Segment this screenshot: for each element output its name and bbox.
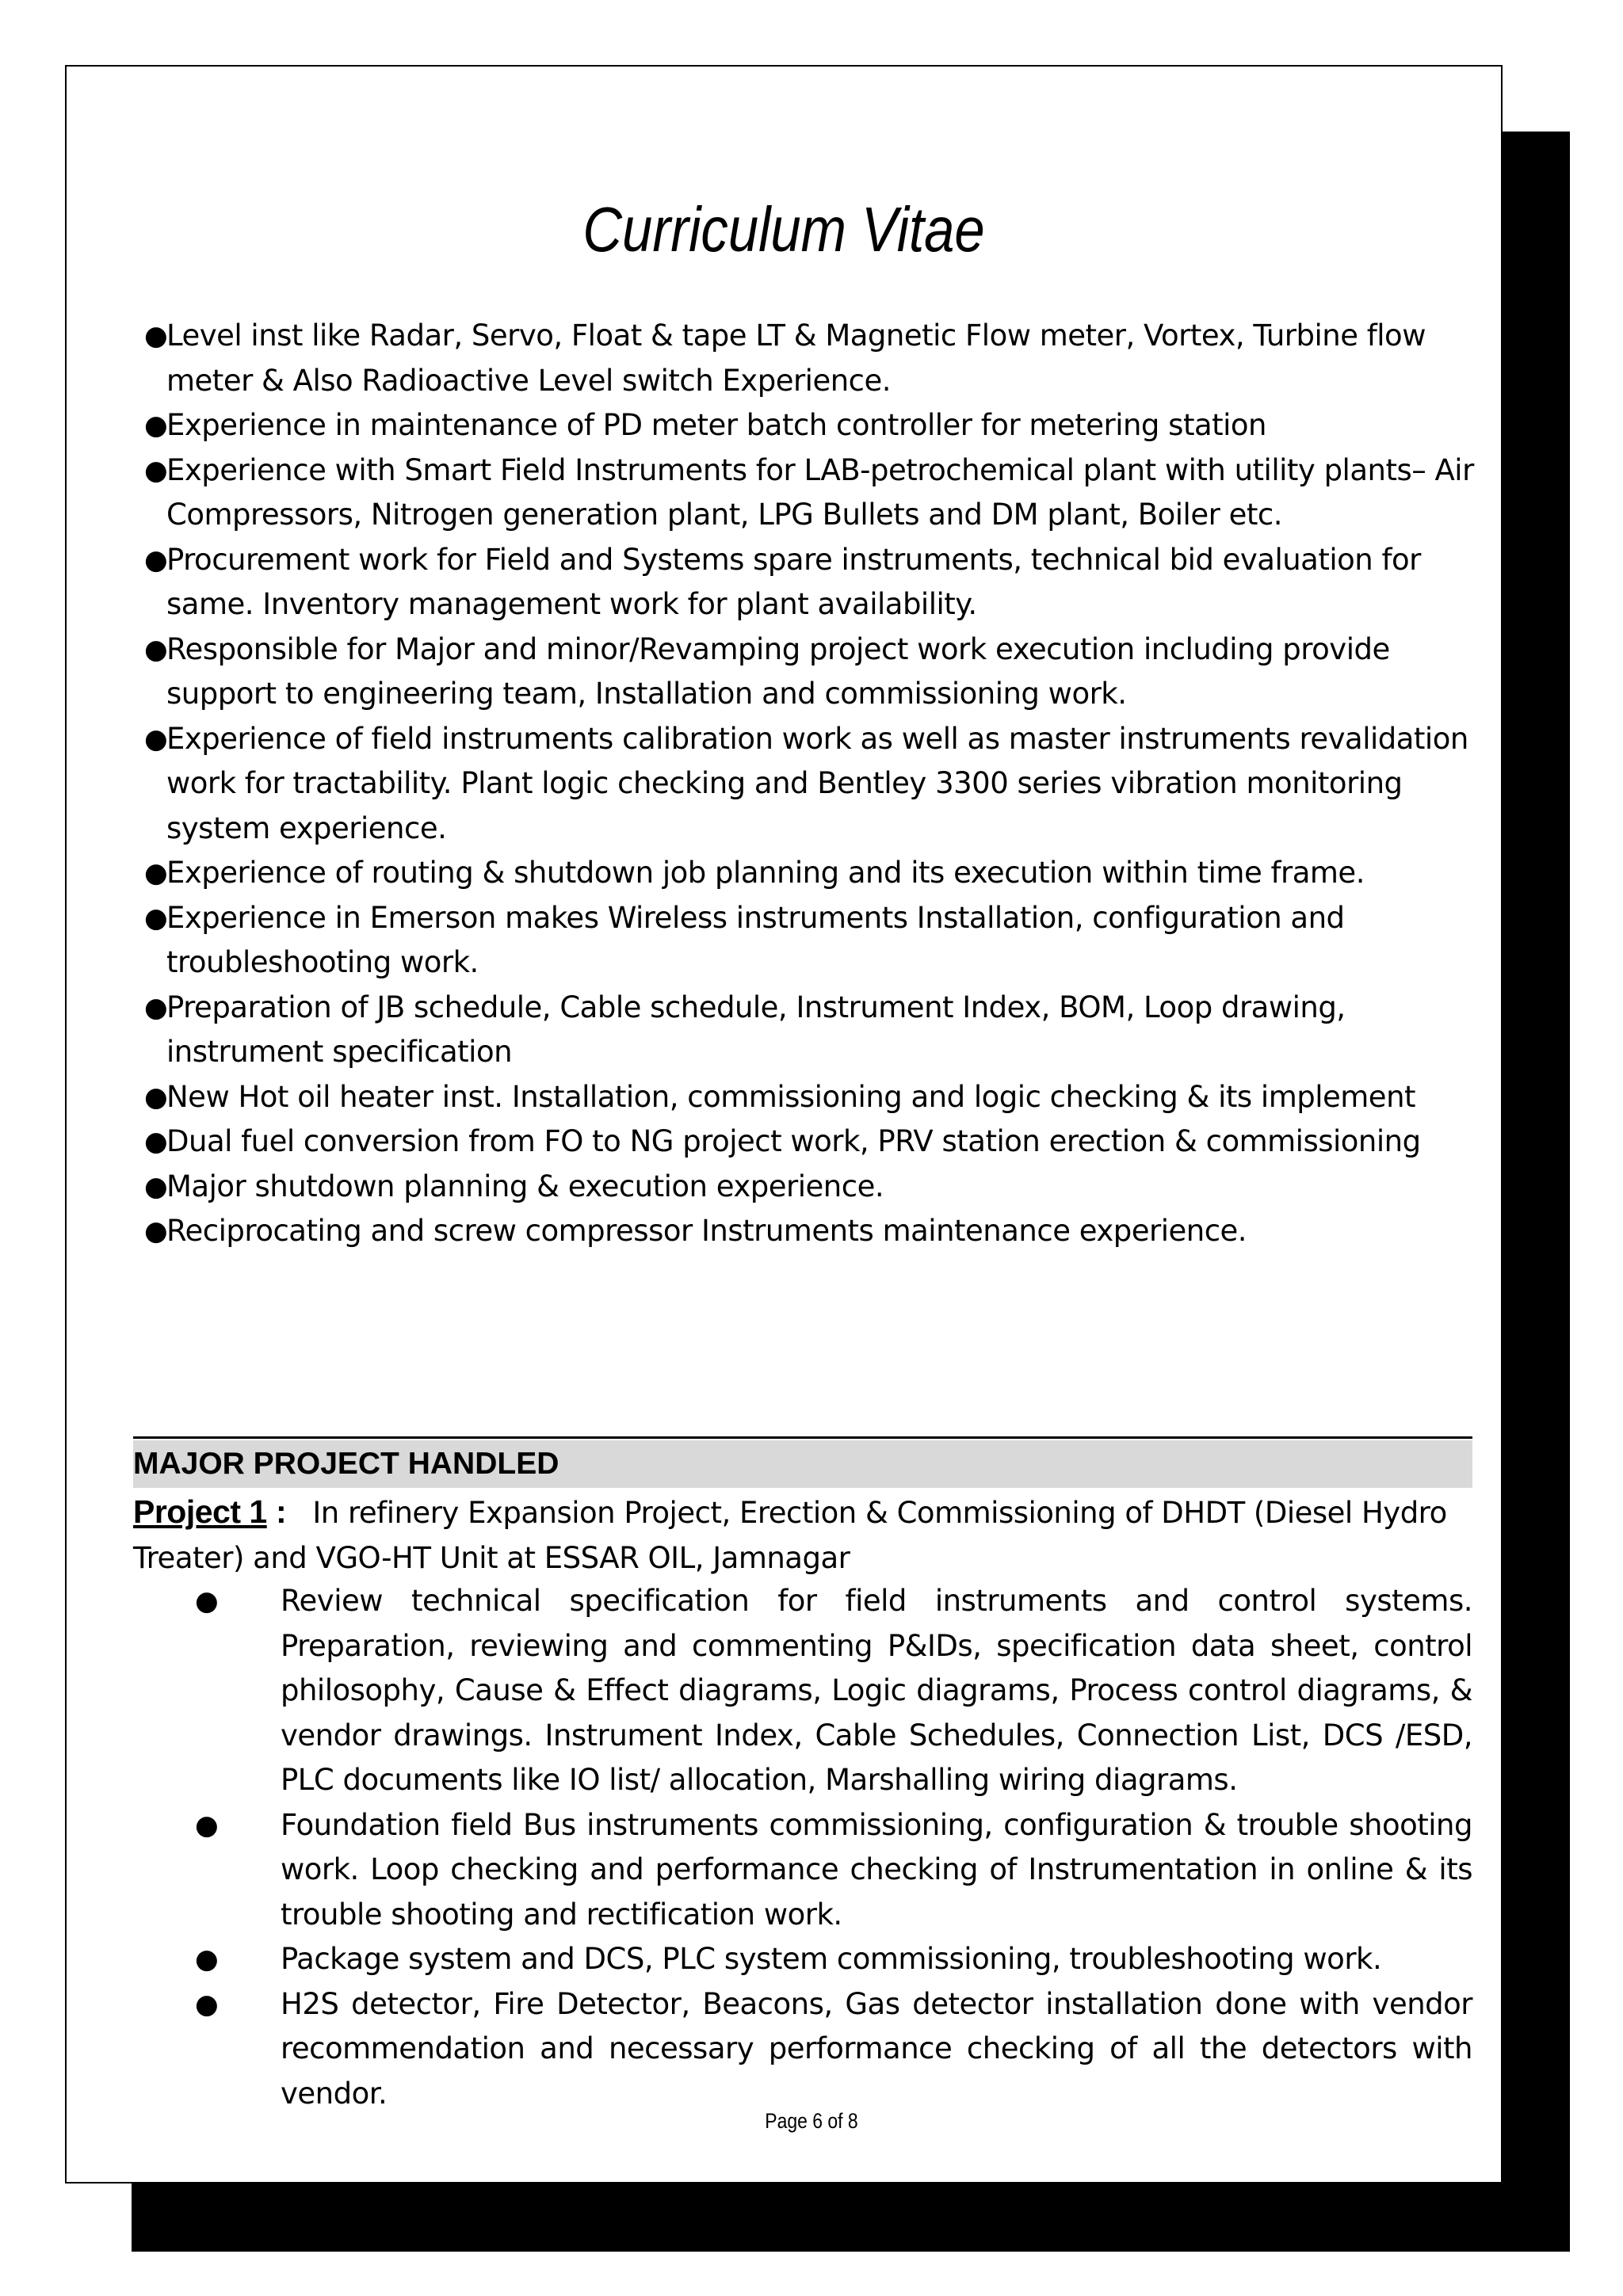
- list-item: ● H2S detector, Fire Detector, Beacons, Gas detector installation done with vendor recommendation and necessary performance checking of all the detectors with vendor.: [281, 1982, 1472, 2117]
- project-intro: [133, 1489, 1472, 1581]
- section-heading: MAJOR PROJECT HANDLED: [133, 1440, 1472, 1488]
- bullet-icon: ●: [195, 1943, 219, 1975]
- list-item: ● Experience of field instruments calibration work as well as master instruments revalidation work for tractability. Plant logic checking and Bentley 3300 series vibration monitoring system experience.: [166, 717, 1480, 852]
- list-item: ● Preparation of JB schedule, Cable schedule, Instrument Index, BOM, Loop drawing, instrument specification: [166, 986, 1480, 1075]
- project-task-list: [195, 1579, 1472, 2116]
- bullet-icon: ●: [144, 1215, 168, 1247]
- bullet-icon: ●: [144, 633, 168, 666]
- project-description: In refinery Expansion Project, Erection & Commissioning of DHDT (Diesel Hydro Treater) and VGO-HT Unit at ESSAR OIL, Jamnagar: [133, 1496, 1447, 1575]
- list-item: ● Procurement work for Field and Systems spare instruments, technical bid evaluation for same. Inventory management work for plant availability.: [166, 538, 1480, 627]
- list-item: ● Major shutdown planning & execution experience.: [166, 1165, 1480, 1210]
- bullet-icon: ●: [144, 902, 168, 934]
- bullet-icon: ●: [144, 857, 168, 889]
- list-item: ● Experience in Emerson makes Wireless instruments Installation, configuration and troubleshooting work.: [166, 896, 1480, 986]
- bullet-icon: ●: [195, 1809, 219, 1841]
- list-item: ● Package system and DCS, PLC system commissioning, troubleshooting work.: [281, 1937, 1472, 1982]
- section-divider: [133, 1436, 1472, 1439]
- bullet-icon: ●: [195, 1585, 219, 1617]
- list-item: ● Reciprocating and screw compressor Instruments maintenance experience.: [166, 1209, 1480, 1254]
- bullet-icon: ●: [195, 1988, 219, 2020]
- bullet-icon: ●: [144, 1170, 168, 1203]
- bullet-icon: ●: [144, 320, 168, 352]
- bullet-icon: ●: [144, 723, 168, 755]
- page-title: Curriculum Vitae: [582, 194, 985, 265]
- list-item: ● Foundation field Bus instruments commissioning, configuration & trouble shooting work. Loop checking and performance checking of Instrumentation in online & its trouble shooting and rectification work.: [281, 1803, 1472, 1938]
- bullet-icon: ●: [144, 454, 168, 486]
- list-item: ● Experience of routing & shutdown job planning and its execution within time frame.: [166, 851, 1480, 896]
- list-item: ● Experience in maintenance of PD meter batch controller for metering station: [166, 403, 1480, 448]
- bullet-icon: ●: [144, 1081, 168, 1113]
- bullet-icon: ●: [144, 410, 168, 441]
- list-item: ● Review technical specification for field instruments and control systems. Preparation, reviewing and commenting P&IDs, specification data sheet, control philosophy, Cause & Effect diagrams, Logic diagrams, Process control diagrams, & vendor drawings. Instrument Index, Cable Schedules, Connection List, DCS /ESD, PLC documents like IO list/ allocation, Marshalling wiring diagrams.: [281, 1579, 1472, 1803]
- project-colon: :: [275, 1493, 287, 1530]
- experience-list: [144, 314, 1480, 1254]
- list-item: ● Experience with Smart Field Instruments for LAB-petrochemical plant with utility plants– Air Compressors, Nitrogen generation plant, LPG Bullets and DM plant, Boiler etc.: [166, 448, 1480, 538]
- project-label: Project 1: [133, 1493, 267, 1530]
- bullet-icon: ●: [144, 1126, 168, 1158]
- bullet-icon: ●: [144, 543, 168, 576]
- list-item: ● Level inst like Radar, Servo, Float & tape LT & Magnetic Flow meter, Vortex, Turbine flow meter & Also Radioactive Level switch Experience.: [166, 314, 1480, 403]
- list-item: ● Responsible for Major and minor/Revamping project work execution including provide support to engineering team, Installation and commissioning work.: [166, 627, 1480, 717]
- list-item: ● Dual fuel conversion from FO to NG project work, PRV station erection & commissioning: [166, 1119, 1480, 1165]
- bullet-icon: ●: [144, 991, 168, 1024]
- page-number: Page 6 of 8: [765, 2109, 858, 2133]
- list-item: ● New Hot oil heater inst. Installation, commissioning and logic checking & its implement: [166, 1075, 1480, 1120]
